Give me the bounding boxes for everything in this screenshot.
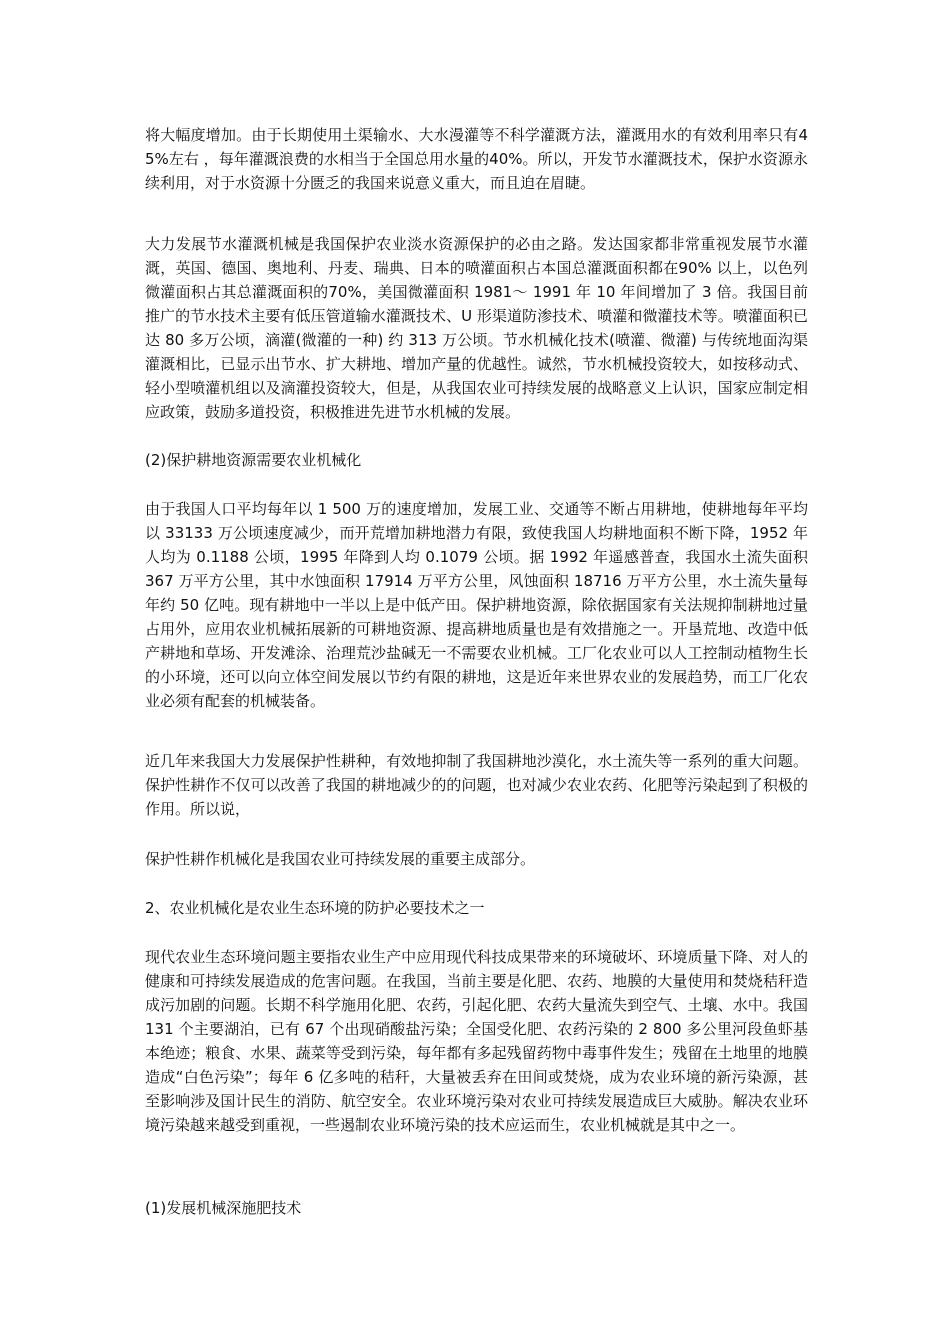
section-heading-deep-fertilization: (1)发展机械深施肥技术 <box>145 1199 302 1217</box>
section-heading-eco-environment: 2、农业机械化是农业生态环境的防护必要技术之一 <box>145 899 485 917</box>
paragraph-farmland-loss: 由于我国人口平均每年以 1 500 万的速度增加，发展工业、交通等不断占用耕地，使耕地每年平均以 33133 万公顷速度减少，而开荒增加耕地潜力有限，致使我国人均耕地面积不断下降，1952 年人均为 0.1188 公顷，1995 年降到人均 0.1079 公顷。据 1992 年遥感普查，我国水土流失面积 367 万平方公里，其中水蚀面积 17914 万平方公里，风蚀面积 18716 万平方公里，水土流失量每年约 50 亿吨。现有耕地中一半以上是中低产田。保护耕地资源，除依据国家有关法规抑制耕地过量占用外，应用农业机械拓展新的可耕地资源、提高耕地质量也是有效措施之一。开垦荒地、改造中低产耕地和草场、开发滩涂、治理荒沙盐碱无一不需要农业机械。工厂化农业可以人工控制动植物生长的小环境，还可以向立体空间发展以节约有限的耕地，这是近年来世界农业的发展趋势，而工厂化农业必须有配套的机械装备。 <box>145 500 808 710</box>
paragraph-agricultural-pollution: 现代农业生态环境问题主要指农业生产中应用现代科技成果带来的环境破坏、环境质量下降、对人的健康和可持续发展造成的危害问题。在我国，当前主要是化肥、农药、地膜的大量使用和焚烧秸秆造成污加剧的问题。长期不科学施用化肥、农药，引起化肥、农药大量流失到空气、土壤、水中。我国 131 个主要湖泊，已有 67 个出现硝酸盐污染；全国受化肥、农药污染的 2 800 多公里河段鱼虾基本绝迹；粮食、水果、蔬菜等受到污染，每年都有多起残留药物中毒事件发生；残留在土地里的地膜造成“白色污染”；每年 6 亿多吨的秸秆，大量被丢弃在田间或焚烧，成为农业环境的新污染源，甚至影响涉及国计民生的消防、航空安全。农业环境污染对农业可持续发展造成巨大威胁。解决农业环境污染越来越受到重视，一些遏制农业环境污染的技术应运而生，农业机械就是其中之一。 <box>145 948 808 1134</box>
section-heading-farmland-protection: (2)保护耕地资源需要农业机械化 <box>145 451 362 469</box>
paragraph-water-saving-irrigation: 大力发展节水灌溉机械是我国保护农业淡水资源保护的必由之路。发达国家都非常重视发展节水灌溉，英国、德国、奥地利、丹麦、瑞典、日本的喷灌面积占本国总灌溉面积都在90% 以上，以色列微灌面积占其总灌溉面积的70%，美国微灌面积 1981～ 1991 年 10 年间增加了 3 倍。我国目前推广的节水技术主要有低压管道输水灌溉技术、U 形渠道防渗技术、喷灌和微灌技术等。喷灌面积已达 80 多万公顷，滴灌(微灌的一种) 约 313 万公顷。节水机械化技术(喷灌、微灌) 与传统地面沟渠灌溉相比，已显示出节水、扩大耕地、增加产量的优越性。诚然，节水机械投资较大，如按移动式、轻小型喷灌机组以及滴灌投资较大，但是，从我国农业可持续发展的战略意义上认识，国家应制定相应政策，鼓励多道投资，积极推进先进节水机械的发展。 <box>145 235 808 421</box>
paragraph-conservation-tillage-summary: 保护性耕作机械化是我国农业可持续发展的重要主成部分。 <box>145 850 536 868</box>
paragraph-conservation-tillage: 近几年来我国大力发展保护性耕种，有效地抑制了我国耕地沙漠化，水土流失等一系列的重大问题。保护性耕作不仅可以改善了我国的耕地减少的的问题，也对减少农业农药、化肥等污染起到了积极的作用。所以说， <box>145 752 808 818</box>
paragraph-water-efficiency: 将大幅度增加。由于长期使用土渠输水、大水漫灌等不科学灌溉方法，灌溉用水的有效利用率只有45%左右 ，每年灌溉浪费的水相当于全国总用水量的40%。所以，开发节水灌溉技术，保护水资源永续利用，对于水资源十分匮乏的我国来说意义重大，而且迫在眉睫。 <box>145 126 808 192</box>
